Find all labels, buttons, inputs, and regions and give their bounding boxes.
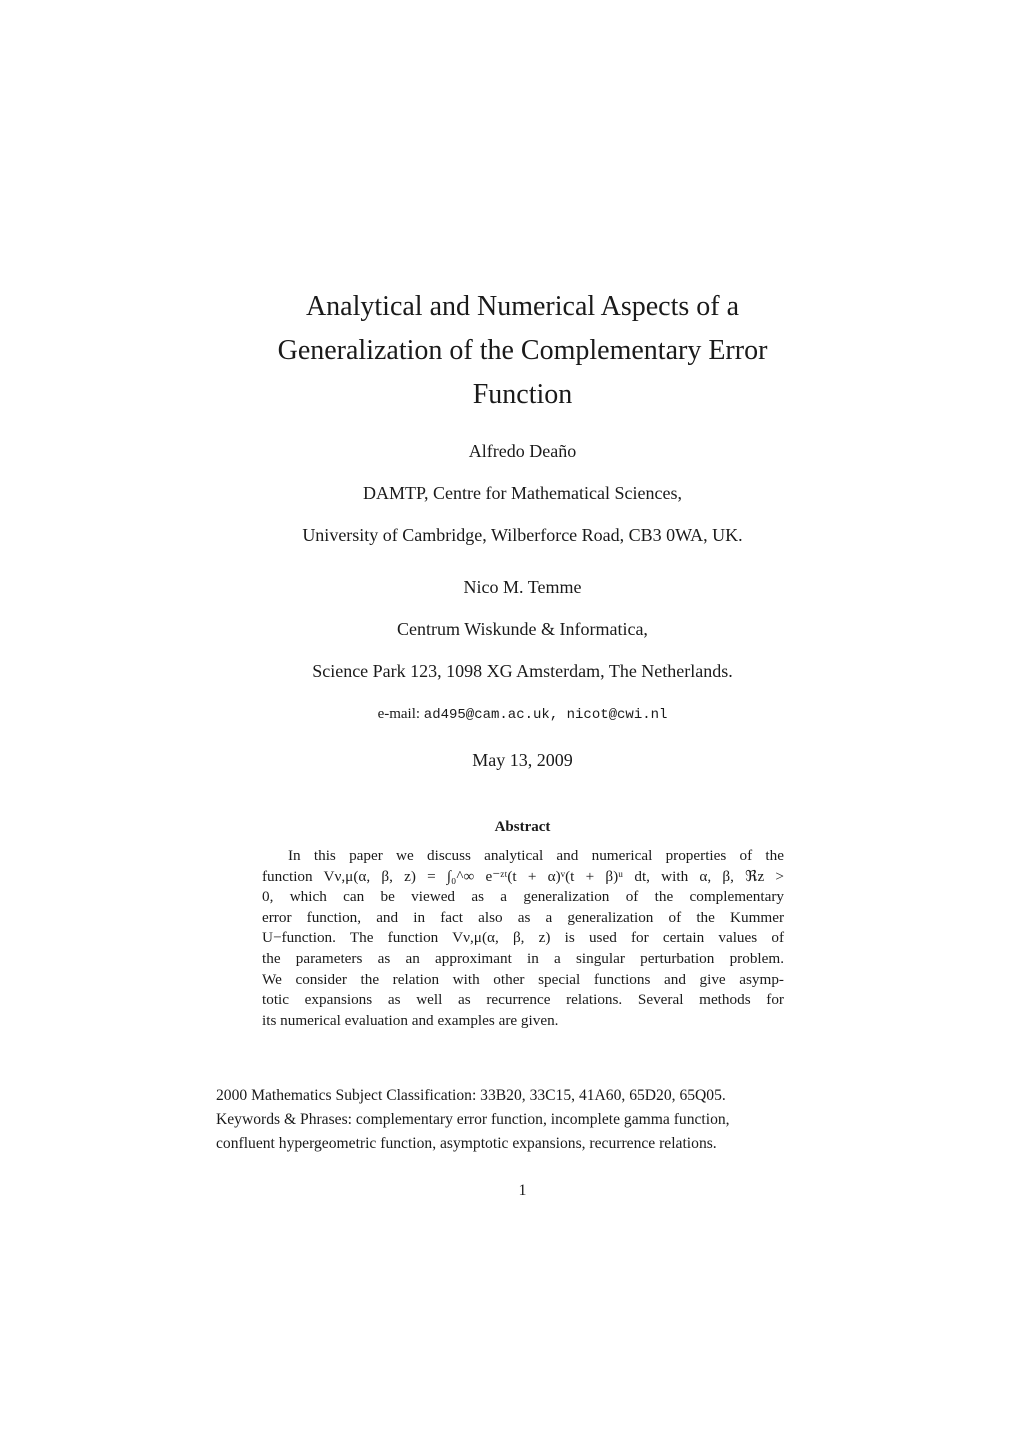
abstract-line: its numerical evaluation and examples are given. xyxy=(262,1011,559,1029)
author-2-affiliation-line-1: Centrum Wiskunde & Informatica, xyxy=(397,619,648,639)
abstract-line: U−function. The function Vν,μ(α, β, z) is used for certain values of xyxy=(262,929,784,947)
author-2-affiliation-line-2: Science Park 123, 1098 XG Amsterdam, The Netherlands. xyxy=(312,661,733,681)
author-name-2: Nico M. Temme xyxy=(463,577,582,597)
title-line-2: Generalization of the Complementary Error xyxy=(277,335,768,366)
abstract-line: the parameters as an approximant in a singular perturbation problem. xyxy=(262,949,784,967)
abstract-line: We consider the relation with other special functions and give asymp- xyxy=(262,970,784,988)
email-addresses[interactable]: ad495@cam.ac.uk, nicot@cwi.nl xyxy=(423,707,668,723)
title-line-3: Function xyxy=(472,379,573,410)
msc-classification: 2000 Mathematics Subject Classification: 33B20, 33C15, 41A60, 65D20, 65Q05. xyxy=(216,1087,726,1104)
abstract-line: totic expansions as well as recurrence relations. Several methods for xyxy=(262,991,784,1009)
abstract-heading: Abstract xyxy=(494,819,551,835)
page-number: 1 xyxy=(518,1182,527,1199)
author-1-affiliation-line-1: DAMTP, Centre for Mathematical Sciences, xyxy=(363,483,682,503)
author-name-1: Alfredo Deaño xyxy=(468,441,577,461)
paper-date: May 13, 2009 xyxy=(472,750,573,770)
abstract-line: function Vν,μ(α, β, z) = ∫₀^∞ e⁻ᶻᵗ(t + α)ᵛ(t + β)ᵘ dt, with α, β, ℜz > xyxy=(262,867,784,885)
email-line xyxy=(0,706,1020,723)
keywords-line-2: confluent hypergeometric function, asymptotic expansions, recurrence relations. xyxy=(216,1135,717,1152)
abstract-line: 0, which can be viewed as a generalization of the complementary xyxy=(262,888,784,906)
author-1-affiliation-line-2: University of Cambridge, Wilberforce Road, CB3 0WA, UK. xyxy=(302,525,743,545)
abstract-body xyxy=(262,846,784,1031)
abstract-line: error function, and in fact also as a generalization of the Kummer xyxy=(262,908,784,926)
title-line-1: Analytical and Numerical Aspects of a xyxy=(305,291,740,322)
paper-title xyxy=(0,285,1020,417)
abstract-line: In this paper we discuss analytical and numerical properties of the xyxy=(288,847,784,864)
keywords-line-1: Keywords & Phrases: complementary error function, incomplete gamma function, xyxy=(216,1111,730,1128)
email-label: e-mail: xyxy=(377,706,421,722)
